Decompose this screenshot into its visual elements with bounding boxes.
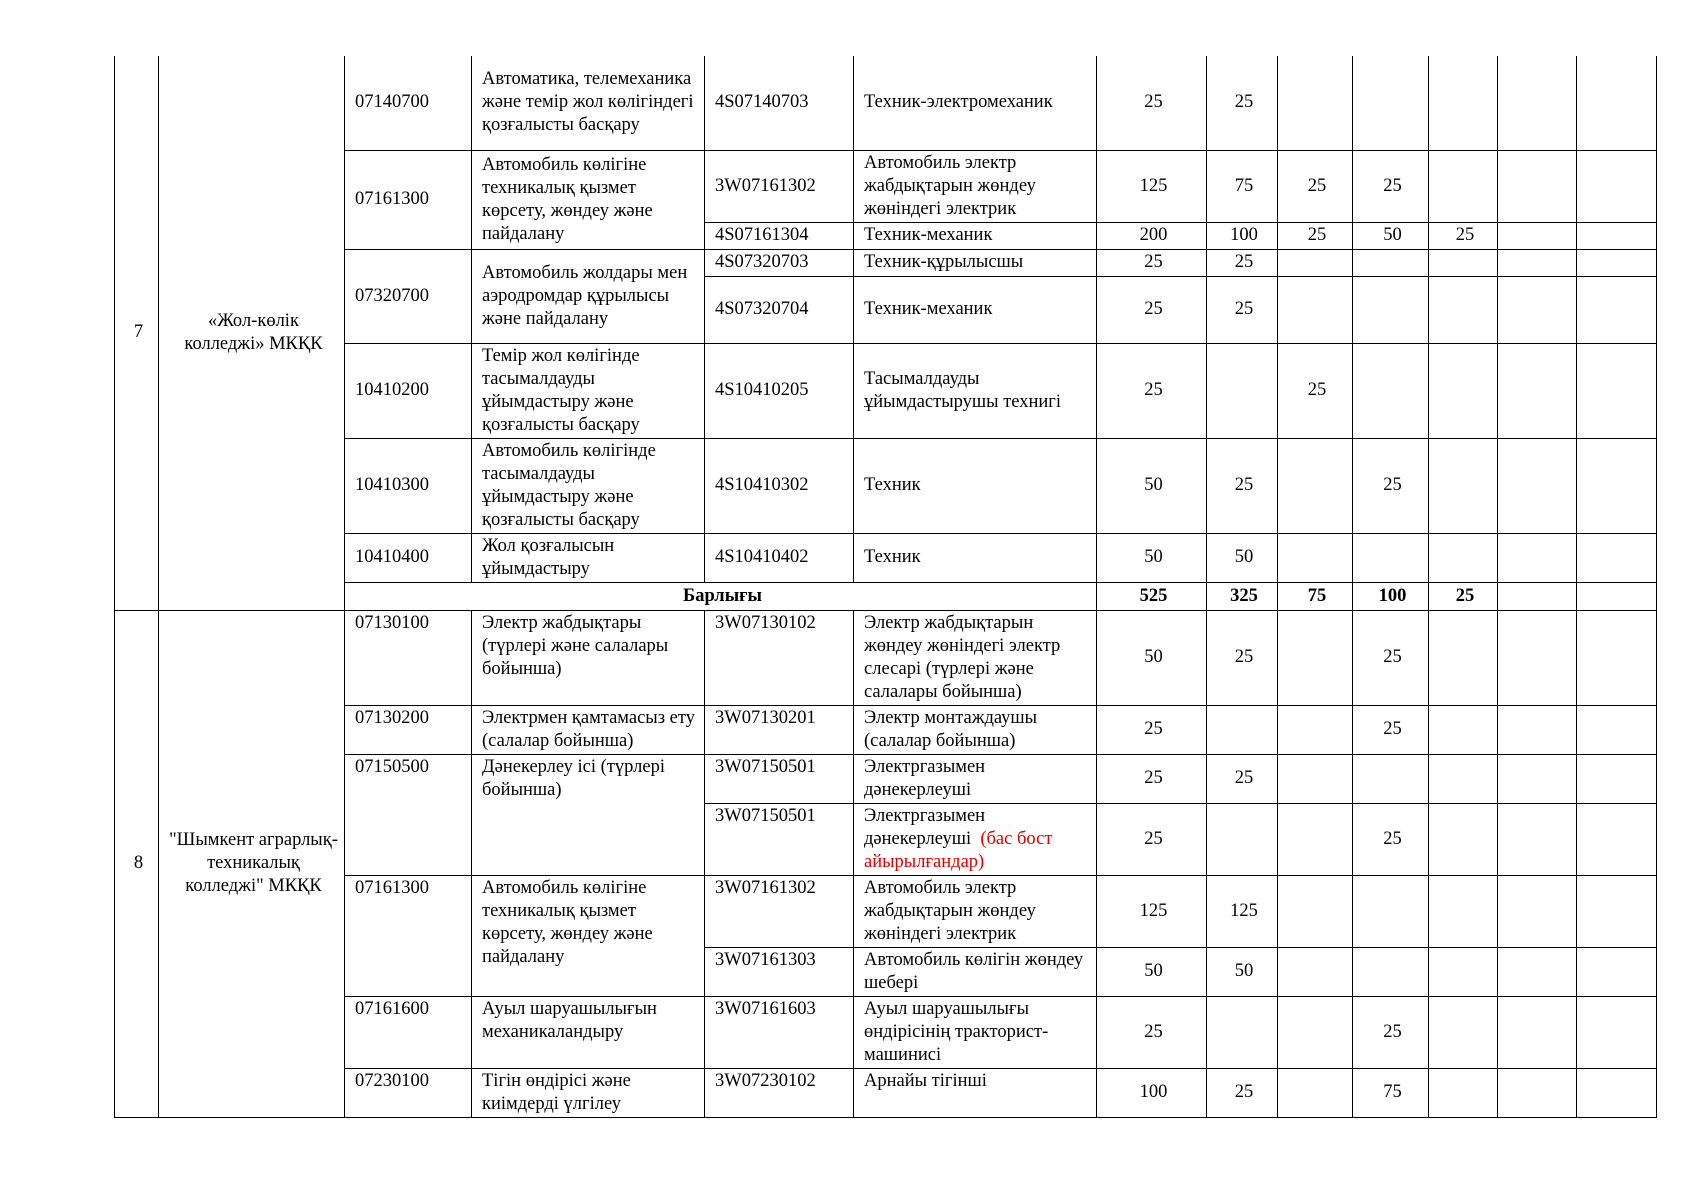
table-row <box>115 438 1657 533</box>
enrollment-table <box>114 56 1657 1118</box>
count-cell: 25 <box>1207 276 1278 343</box>
total-cell: 50 <box>1097 438 1207 533</box>
table-row <box>115 705 1657 754</box>
qualification-code: 3W07230102 <box>705 1068 854 1117</box>
qualification-name: Автомобиль көлігін жөндеу шебері <box>854 947 1097 996</box>
count-cell <box>1429 343 1498 438</box>
empty-cell <box>1498 705 1577 754</box>
empty-cell <box>1577 610 1657 705</box>
count-cell <box>1429 803 1498 875</box>
specialty-name: Автомобиль көлігіне техникалық қызмет көрсету, жөндеу және пайдалану <box>472 150 705 249</box>
table-row <box>115 996 1657 1068</box>
table-row <box>115 533 1657 582</box>
empty-cell <box>1577 1068 1657 1117</box>
empty-cell <box>1577 276 1657 343</box>
empty-cell <box>1498 996 1577 1068</box>
empty-cell <box>1498 343 1577 438</box>
qualification-code: 3W07161302 <box>705 875 854 947</box>
total-cell: 50 <box>1097 947 1207 996</box>
specialty-code: 10410400 <box>345 533 472 582</box>
count-cell <box>1278 803 1353 875</box>
empty-cell <box>1498 947 1577 996</box>
count-cell <box>1278 705 1353 754</box>
qualification-text: Электргазымен дәнекерлеуші <box>864 805 986 849</box>
count-cell <box>1353 276 1429 343</box>
qualification-name: Техник-механик <box>854 222 1097 249</box>
qualification-name: Ауыл шаруашылығы өндірісінің тракторист-машинисі <box>854 996 1097 1068</box>
count-cell: 25 <box>1429 582 1498 610</box>
count-cell: 25 <box>1353 438 1429 533</box>
count-cell: 25 <box>1353 610 1429 705</box>
total-cell: 125 <box>1097 150 1207 222</box>
count-cell <box>1278 276 1353 343</box>
specialty-name: Электрмен қамтамасыз ету (салалар бойынша) <box>472 705 705 754</box>
count-cell <box>1278 438 1353 533</box>
empty-cell <box>1498 582 1577 610</box>
qualification-code: 4S07140703 <box>705 56 854 150</box>
count-cell: 100 <box>1207 222 1278 249</box>
empty-cell <box>1577 249 1657 276</box>
specialty-code: 10410300 <box>345 438 472 533</box>
institution-name: "Шымкент аграрлық-техникалық колледжі" МКҚК <box>159 610 345 1117</box>
qualification-name: Техник <box>854 438 1097 533</box>
empty-cell <box>1498 222 1577 249</box>
count-cell: 100 <box>1353 582 1429 610</box>
qualification-name: Электргазымен дәнекерлеуші <box>854 754 1097 803</box>
total-cell: 25 <box>1097 705 1207 754</box>
empty-cell <box>1498 875 1577 947</box>
count-cell <box>1278 533 1353 582</box>
total-cell: 50 <box>1097 533 1207 582</box>
count-cell <box>1353 56 1429 150</box>
qualification-name: Техник-механик <box>854 276 1097 343</box>
total-cell: 200 <box>1097 222 1207 249</box>
empty-cell <box>1498 438 1577 533</box>
count-cell: 25 <box>1207 1068 1278 1117</box>
qualification-note: (бас бост айырылғандар) <box>864 828 1053 872</box>
count-cell <box>1207 343 1278 438</box>
count-cell: 25 <box>1207 438 1278 533</box>
specialty-code: 07130100 <box>345 610 472 705</box>
specialty-name: Автомобиль жолдары мен аэродромдар құрылысы және пайдалану <box>472 249 705 343</box>
specialty-code: 07161300 <box>345 150 472 249</box>
qualification-name: Электр жабдықтарын жөндеу жөніндегі электр слесарі (түрлері және салалары бойынша) <box>854 610 1097 705</box>
count-cell <box>1278 754 1353 803</box>
specialty-name: Электр жабдықтары (түрлері және салалары бойынша) <box>472 610 705 705</box>
specialty-code: 07130200 <box>345 705 472 754</box>
empty-cell <box>1577 947 1657 996</box>
count-cell: 25 <box>1353 996 1429 1068</box>
qualification-name: Техник-электромеханик <box>854 56 1097 150</box>
empty-cell <box>1577 754 1657 803</box>
specialty-name: Автоматика, телемеханика және темір жол көлігіндегі қозғалысты басқару <box>472 56 705 150</box>
empty-cell <box>1577 343 1657 438</box>
table-row <box>115 610 1657 705</box>
total-cell: 125 <box>1097 875 1207 947</box>
total-cell: 100 <box>1097 1068 1207 1117</box>
qualification-name: Тасымалдауды ұйымдастырушы технигі <box>854 343 1097 438</box>
count-cell <box>1353 249 1429 276</box>
count-cell: 325 <box>1207 582 1278 610</box>
count-cell <box>1429 875 1498 947</box>
specialty-name: Автомобиль көлігіне техникалық қызмет көрсету, жөндеу және пайдалану <box>472 875 705 996</box>
count-cell <box>1353 947 1429 996</box>
qualification-code: 3W07161302 <box>705 150 854 222</box>
specialty-code: 07230100 <box>345 1068 472 1117</box>
total-cell: 25 <box>1097 56 1207 150</box>
table-row <box>115 249 1657 276</box>
count-cell <box>1278 249 1353 276</box>
count-cell <box>1429 438 1498 533</box>
count-cell <box>1278 996 1353 1068</box>
count-cell: 25 <box>1429 222 1498 249</box>
specialty-name: Ауыл шаруашылығын механикаландыру <box>472 996 705 1068</box>
specialty-code: 10410200 <box>345 343 472 438</box>
count-cell: 25 <box>1207 610 1278 705</box>
empty-cell <box>1577 705 1657 754</box>
count-cell: 125 <box>1207 875 1278 947</box>
count-cell <box>1278 947 1353 996</box>
total-cell: 25 <box>1097 343 1207 438</box>
count-cell <box>1429 276 1498 343</box>
count-cell <box>1207 803 1278 875</box>
qualification-name: Арнайы тігінші <box>854 1068 1097 1117</box>
count-cell <box>1429 754 1498 803</box>
specialty-code: 07161600 <box>345 996 472 1068</box>
count-cell: 50 <box>1353 222 1429 249</box>
empty-cell <box>1498 754 1577 803</box>
section-number: 8 <box>115 610 159 1117</box>
count-cell <box>1429 996 1498 1068</box>
empty-cell <box>1577 150 1657 222</box>
institution-name: «Жол-көлік колледжі» МКҚК <box>159 56 345 610</box>
total-cell: 50 <box>1097 610 1207 705</box>
total-cell: 25 <box>1097 249 1207 276</box>
qualification-code: 4S07161304 <box>705 222 854 249</box>
qualification-code: 4S07320703 <box>705 249 854 276</box>
empty-cell <box>1577 533 1657 582</box>
specialty-name: Жол қозғалысын ұйымдастыру <box>472 533 705 582</box>
count-cell: 25 <box>1207 56 1278 150</box>
count-cell: 75 <box>1278 582 1353 610</box>
total-cell: 25 <box>1097 754 1207 803</box>
count-cell: 75 <box>1207 150 1278 222</box>
empty-cell <box>1577 222 1657 249</box>
empty-cell <box>1498 276 1577 343</box>
empty-cell <box>1498 1068 1577 1117</box>
count-cell <box>1278 610 1353 705</box>
count-cell: 75 <box>1353 1068 1429 1117</box>
count-cell <box>1429 249 1498 276</box>
empty-cell <box>1498 803 1577 875</box>
count-cell: 25 <box>1207 249 1278 276</box>
count-cell <box>1429 705 1498 754</box>
count-cell <box>1353 343 1429 438</box>
qualification-code: 3W07161303 <box>705 947 854 996</box>
count-cell <box>1429 150 1498 222</box>
qualification-code: 3W07161603 <box>705 996 854 1068</box>
qualification-code: 4S07320704 <box>705 276 854 343</box>
qualification-name: Автомобиль электр жабдықтарын жөндеу жөніндегі электрик <box>854 150 1097 222</box>
specialty-code: 07161300 <box>345 875 472 996</box>
specialty-code: 07320700 <box>345 249 472 343</box>
count-cell: 25 <box>1353 150 1429 222</box>
table-row <box>115 754 1657 803</box>
empty-cell <box>1498 56 1577 150</box>
count-cell <box>1353 533 1429 582</box>
specialty-name: Автомобиль көлігінде тасымалдауды ұйымдастыру және қозғалысты басқару <box>472 438 705 533</box>
totals-label: Барлығы <box>345 582 1097 610</box>
count-cell <box>1207 705 1278 754</box>
table-row <box>115 1068 1657 1117</box>
specialty-code: 07140700 <box>345 56 472 150</box>
empty-cell <box>1577 56 1657 150</box>
specialty-code: 07150500 <box>345 754 472 875</box>
empty-cell <box>1577 875 1657 947</box>
empty-cell <box>1498 610 1577 705</box>
empty-cell <box>1577 803 1657 875</box>
qualification-name: Техник <box>854 533 1097 582</box>
total-cell: 525 <box>1097 582 1207 610</box>
count-cell <box>1353 875 1429 947</box>
total-cell: 25 <box>1097 803 1207 875</box>
qualification-code: 4S10410402 <box>705 533 854 582</box>
qualification-name: Техник-құрылысшы <box>854 249 1097 276</box>
qualification-code: 3W07130201 <box>705 705 854 754</box>
totals-row <box>115 582 1657 610</box>
count-cell: 25 <box>1278 222 1353 249</box>
count-cell <box>1429 1068 1498 1117</box>
empty-cell <box>1577 582 1657 610</box>
section-number: 7 <box>115 56 159 610</box>
qualification-code: 3W07150501 <box>705 803 854 875</box>
count-cell: 25 <box>1278 343 1353 438</box>
empty-cell <box>1498 150 1577 222</box>
count-cell <box>1278 1068 1353 1117</box>
qualification-code: 4S10410205 <box>705 343 854 438</box>
count-cell <box>1353 754 1429 803</box>
empty-cell <box>1498 249 1577 276</box>
count-cell <box>1429 533 1498 582</box>
specialty-name: Тігін өндірісі және киімдерді үлгілеу <box>472 1068 705 1117</box>
count-cell: 25 <box>1278 150 1353 222</box>
total-cell: 25 <box>1097 996 1207 1068</box>
qualification-code: 3W07130102 <box>705 610 854 705</box>
count-cell: 50 <box>1207 533 1278 582</box>
table-row <box>115 56 1657 150</box>
specialty-name: Темір жол көлігінде тасымалдауды ұйымдастыру және қозғалысты басқару <box>472 343 705 438</box>
count-cell <box>1207 996 1278 1068</box>
count-cell <box>1429 56 1498 150</box>
count-cell: 50 <box>1207 947 1278 996</box>
count-cell <box>1278 875 1353 947</box>
table-row <box>115 343 1657 438</box>
table-row <box>115 875 1657 947</box>
qualification-name <box>854 803 1097 875</box>
table-row <box>115 150 1657 222</box>
count-cell <box>1278 56 1353 150</box>
qualification-code: 4S10410302 <box>705 438 854 533</box>
count-cell <box>1429 610 1498 705</box>
empty-cell <box>1577 996 1657 1068</box>
count-cell: 25 <box>1353 705 1429 754</box>
qualification-code: 3W07150501 <box>705 754 854 803</box>
count-cell: 25 <box>1353 803 1429 875</box>
count-cell: 25 <box>1207 754 1278 803</box>
qualification-name: Электр монтаждаушы (салалар бойынша) <box>854 705 1097 754</box>
specialty-name: Дәнекерлеу ісі (түрлері бойынша) <box>472 754 705 875</box>
empty-cell <box>1498 533 1577 582</box>
count-cell <box>1429 947 1498 996</box>
empty-cell <box>1577 438 1657 533</box>
total-cell: 25 <box>1097 276 1207 343</box>
qualification-name: Автомобиль электр жабдықтарын жөндеу жөніндегі электрик <box>854 875 1097 947</box>
